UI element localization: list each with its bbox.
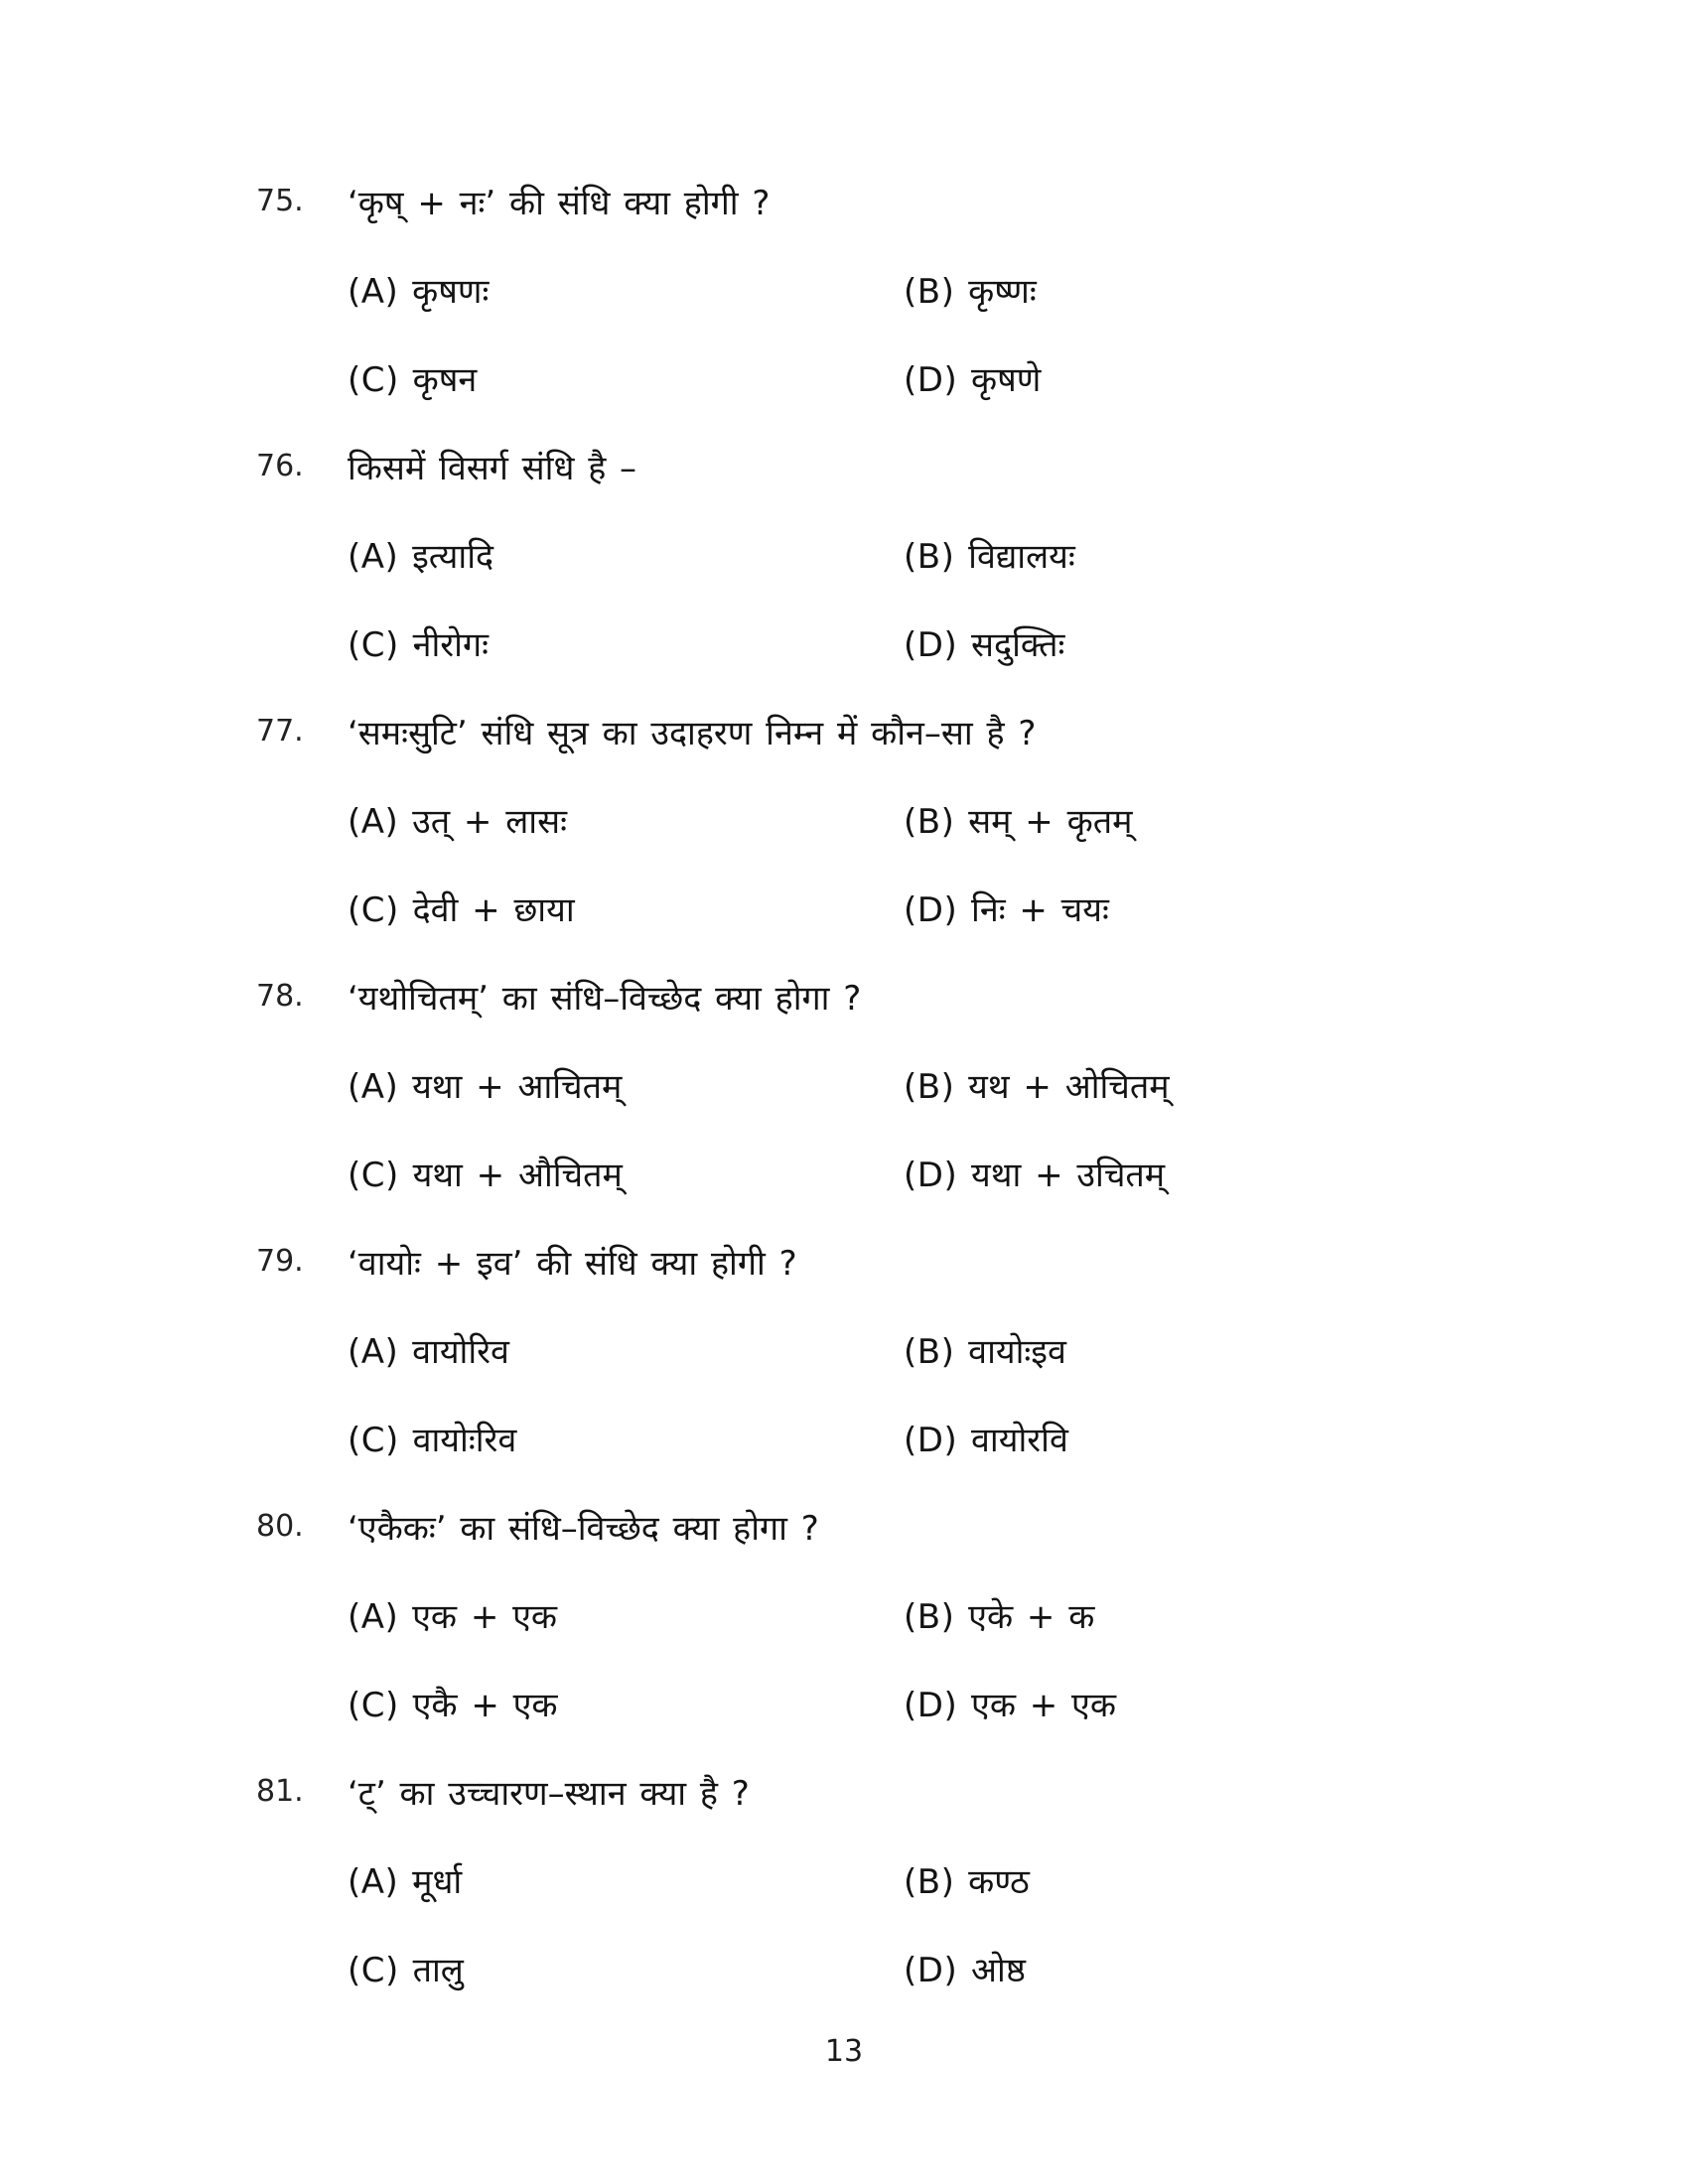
question-block bbox=[256, 687, 1628, 952]
option-text: मूर्धा bbox=[412, 1861, 463, 1902]
question-text: ‘समःसुटि’ संधि सूत्र का उदाहरण निम्न में कौन–सा है ? bbox=[348, 713, 1037, 753]
option-text: यथा + औचितम् bbox=[412, 1155, 623, 1195]
question-text: ‘कृष् + नः’ की संधि क्या होगी ? bbox=[348, 183, 771, 223]
option-text: एक + एक bbox=[412, 1596, 558, 1637]
option-c bbox=[348, 1151, 904, 1196]
option-text: देवी + छाया bbox=[412, 889, 575, 930]
option-d bbox=[904, 1681, 1116, 1726]
option-label: (C) bbox=[348, 1420, 399, 1460]
option-c bbox=[348, 355, 904, 401]
option-a bbox=[348, 532, 904, 578]
option-text: एक + एक bbox=[971, 1685, 1116, 1725]
option-a bbox=[348, 1592, 904, 1638]
option-text: ओष्ठ bbox=[971, 1950, 1026, 1990]
option-text: विद्यालयः bbox=[968, 536, 1075, 577]
option-c bbox=[348, 1946, 904, 1991]
option-a bbox=[348, 1857, 904, 1903]
option-text: यथा + आचितम् bbox=[412, 1066, 623, 1107]
option-text: नीरोगः bbox=[412, 624, 489, 665]
option-label: (A) bbox=[348, 1331, 399, 1372]
option-label: (A) bbox=[348, 1596, 399, 1637]
option-text: वायोरिव bbox=[412, 1331, 509, 1372]
question-number: 76. bbox=[256, 449, 304, 483]
option-text: कृषणः bbox=[412, 271, 490, 312]
option-d bbox=[904, 620, 1064, 666]
question-text: ‘एकैकः’ का संधि–विच्छेद क्या होगा ? bbox=[348, 1508, 819, 1549]
option-text: यथ + ओचितम् bbox=[968, 1066, 1170, 1107]
option-d bbox=[904, 1151, 1165, 1196]
option-text: सम् + कृतम् bbox=[968, 801, 1133, 842]
option-text: कृष्णः bbox=[968, 271, 1037, 312]
option-b bbox=[904, 1592, 1094, 1638]
option-label: (B) bbox=[904, 1596, 955, 1637]
question-text: किसमें विसर्ग संधि है – bbox=[348, 448, 637, 488]
option-text: कृषणे bbox=[971, 359, 1042, 400]
option-label: (D) bbox=[904, 624, 958, 665]
option-a bbox=[348, 267, 904, 313]
question-text: ‘यथोचितम्’ का संधि–विच्छेद क्या होगा ? bbox=[348, 978, 862, 1019]
option-label: (C) bbox=[348, 624, 399, 665]
option-text: वायोःरिव bbox=[412, 1420, 517, 1460]
option-text: यथा + उचितम् bbox=[971, 1155, 1166, 1195]
option-label: (B) bbox=[904, 271, 955, 312]
question-number: 81. bbox=[256, 1774, 304, 1809]
option-b bbox=[904, 797, 1132, 843]
question-block bbox=[256, 952, 1628, 1217]
option-label: (A) bbox=[348, 1861, 399, 1902]
option-label: (A) bbox=[348, 1066, 399, 1107]
option-b bbox=[904, 1062, 1170, 1108]
question-block bbox=[256, 1747, 1628, 2012]
option-text: एकै + एक bbox=[412, 1685, 558, 1725]
option-label: (D) bbox=[904, 1420, 958, 1460]
option-c bbox=[348, 1416, 904, 1461]
question-number: 75. bbox=[256, 184, 304, 218]
option-label: (D) bbox=[904, 359, 958, 400]
option-b bbox=[904, 1857, 1030, 1903]
question-number: 78. bbox=[256, 979, 304, 1014]
question-text: ‘वायोः + इव’ की संधि क्या होगी ? bbox=[348, 1243, 797, 1284]
option-label: (D) bbox=[904, 889, 958, 930]
option-label: (C) bbox=[348, 889, 399, 930]
option-d bbox=[904, 355, 1041, 401]
question-text: ‘ट्’ का उच्चारण–स्थान क्या है ? bbox=[348, 1773, 750, 1814]
option-label: (C) bbox=[348, 1685, 399, 1725]
option-d bbox=[904, 1416, 1068, 1461]
option-b bbox=[904, 532, 1075, 578]
option-text: वायोःइव bbox=[968, 1331, 1066, 1372]
option-label: (C) bbox=[348, 1950, 399, 1990]
question-block bbox=[256, 422, 1628, 687]
option-label: (A) bbox=[348, 536, 399, 577]
question-number: 79. bbox=[256, 1244, 304, 1279]
option-text: एके + क bbox=[968, 1596, 1095, 1637]
option-text: तालु bbox=[412, 1950, 464, 1990]
question-number: 80. bbox=[256, 1509, 304, 1544]
option-text: उत् + लासः bbox=[412, 801, 567, 842]
option-label: (B) bbox=[904, 536, 955, 577]
option-a bbox=[348, 1062, 904, 1108]
option-d bbox=[904, 886, 1109, 931]
option-a bbox=[348, 797, 904, 843]
page-number: 13 bbox=[824, 2034, 864, 2069]
option-label: (A) bbox=[348, 271, 399, 312]
option-text: कृषन bbox=[412, 359, 478, 400]
option-c bbox=[348, 1681, 904, 1726]
option-label: (B) bbox=[904, 1861, 955, 1902]
option-label: (A) bbox=[348, 801, 399, 842]
option-a bbox=[348, 1327, 904, 1373]
option-c bbox=[348, 886, 904, 931]
option-label: (B) bbox=[904, 1331, 955, 1372]
option-text: सदुक्तिः bbox=[971, 624, 1065, 665]
option-text: कण्ठ bbox=[968, 1861, 1030, 1902]
question-block bbox=[256, 1217, 1628, 1482]
option-d bbox=[904, 1946, 1026, 1991]
question-number: 77. bbox=[256, 714, 304, 749]
option-label: (B) bbox=[904, 1066, 955, 1107]
option-label: (C) bbox=[348, 1155, 399, 1195]
option-label: (C) bbox=[348, 359, 399, 400]
option-label: (B) bbox=[904, 801, 955, 842]
option-b bbox=[904, 1327, 1066, 1373]
option-text: वायोरवि bbox=[971, 1420, 1068, 1460]
option-c bbox=[348, 620, 904, 666]
option-b bbox=[904, 267, 1037, 313]
question-block bbox=[256, 157, 1628, 422]
option-label: (D) bbox=[904, 1950, 958, 1990]
option-text: निः + चयः bbox=[971, 889, 1109, 930]
option-label: (D) bbox=[904, 1155, 958, 1195]
option-text: इत्यादि bbox=[412, 536, 494, 577]
question-block bbox=[256, 1482, 1628, 1747]
option-label: (D) bbox=[904, 1685, 958, 1725]
